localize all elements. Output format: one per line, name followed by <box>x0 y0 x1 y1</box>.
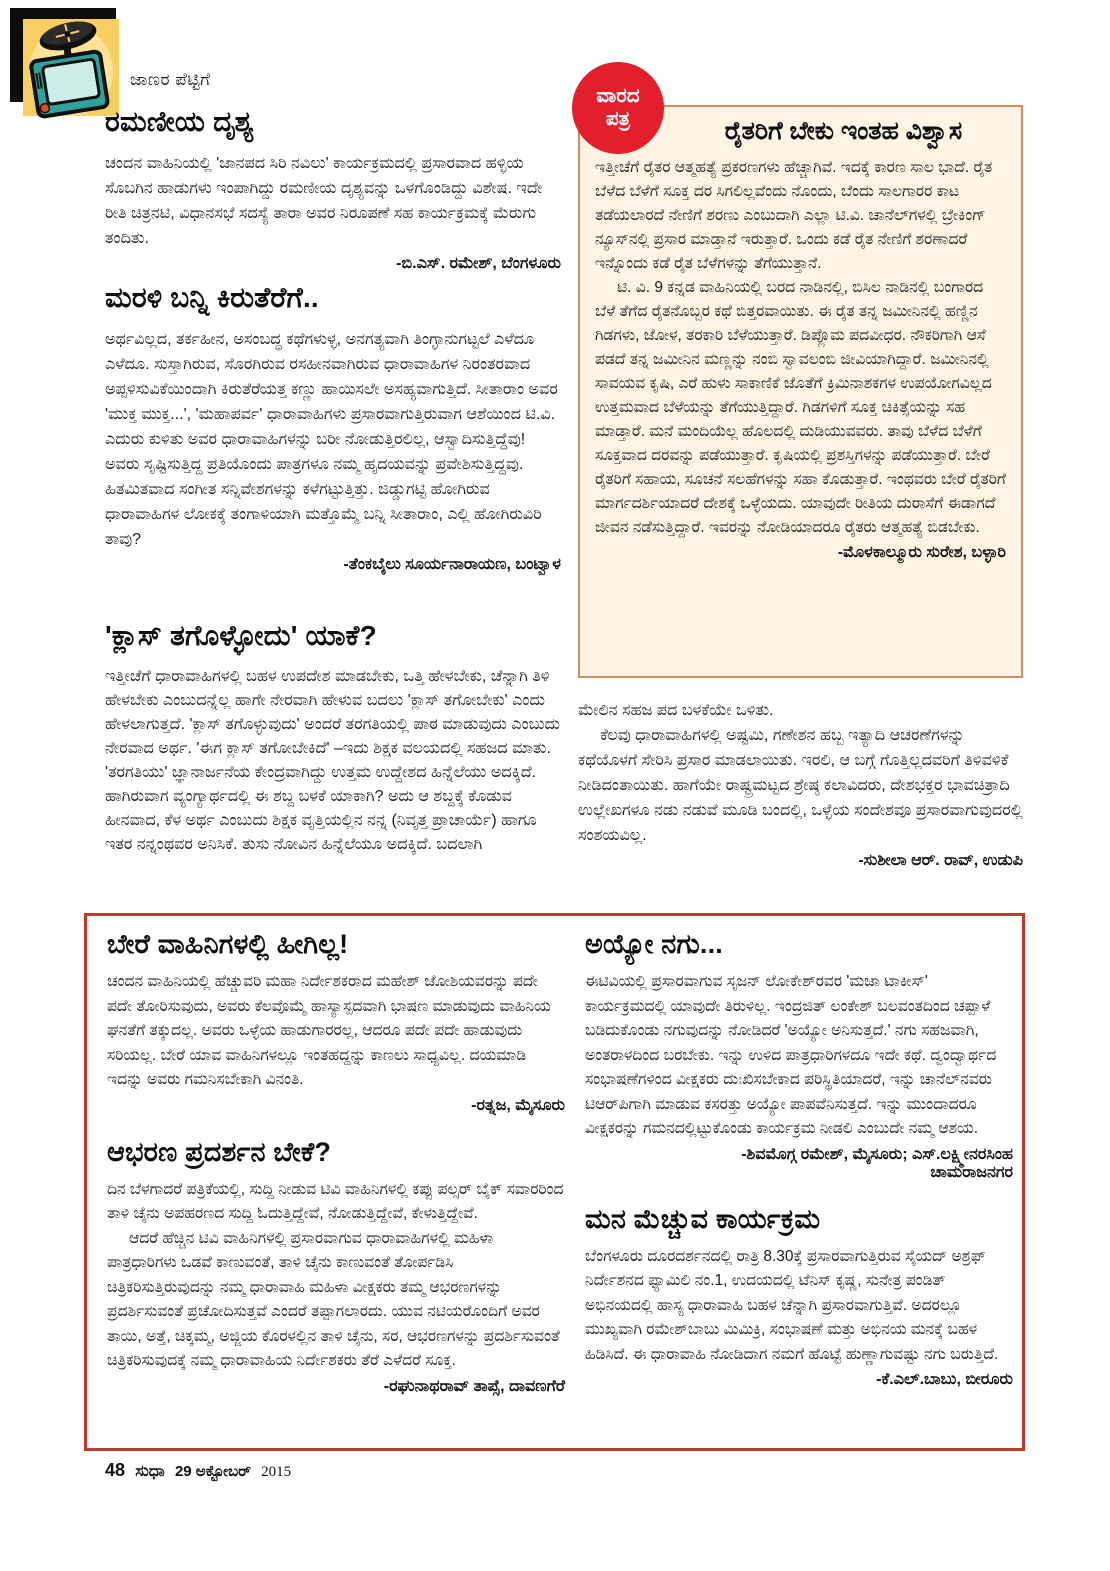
letter-class-tagollodu-continued <box>578 698 1023 870</box>
letter-body: ಇತ್ತೀಚೆಗೆ ಧಾರಾವಾಹಿಗಳಲ್ಲಿ ಬಹಳ ಉಪದೇಶ ಮಾಡಬೇಕು, ಒತ್ತಿ ಹೇಳಬೇಕು, ಚೆನ್ನಾಗಿ ತಿಳಿ ಹೇಳಬೇಕು ಎಂಬುದನ್ನೆಲ್ಲ ಹಾಗೇ ನೇರವಾಗಿ ಹೇಳುವ ಬದಲು 'ಕ್ಲಾಸ್ ತಗೋಬೇಕು' ಎಂದು ಹೇಳಲಾಗುತ್ತದೆ. 'ಕ್ಲಾಸ್ ತಗೊಳ್ಳುವುದು' ಅಂದರೆ ತರಗತಿಯಲ್ಲಿ ಪಾಠ ಮಾಡುವುದು ಎಂಬುದು ನೇರವಾದ ಅರ್ಥ. 'ಈಗ ಕ್ಲಾಸ್ ತಗೋಬೇಕಿದೆ' –ಇದು ಶಿಕ್ಷಕ ವಲಯದಲ್ಲಿ ಸಹಜದ ಮಾತು. 'ತರಗತಿಯು' ಜ್ಞಾನಾರ್ಜನೆಯ ಕೇಂದ್ರವಾಗಿದ್ದು ಉತ್ತಮ ಉದ್ದೇಶದ ಹಿನ್ನೆಲೆಯು ಅದಕ್ಕಿದೆ. ಹಾಗಿರುವಾಗ ವ್ಯಂಗ್ಯಾರ್ಥದಲ್ಲಿ ಈ ಶಬ್ದ ಬಳಕೆ ಯಾಕಾಗಿ? ಅದು ಆ ಶಬ್ದಕ್ಕೆ ಕೊಡುವ ಹೀನವಾದ, ಕೆಳ ಅರ್ಥ ಎಂಬುದು ಶಿಕ್ಷಕ ವೃತ್ತಿಯಲ್ಲಿನ ನನ್ನ (ನಿವೃತ್ತ ಪ್ರಾಚಾರ್ಯೆ) ಹಾಗೂ ಇತರ ನನ್ನಂಥವರ ಅನಿಸಿಕೆ. ತುಸು ನೋವಿನ ಹಿನ್ನೆಲೆಯೂ ಅದಕ್ಕಿದೆ. ಬದಲಾಗಿ <box>105 668 561 853</box>
letter-paragraph-2: ಕೆಲವು ಧಾರಾವಾಹಿಗಳಲ್ಲಿ ಅಷ್ಟಮಿ, ಗಣೇಶನ ಹಬ್ಬ ಇತ್ಯಾದಿ ಆಚರಣೆಗಳನ್ನು ಕಥೆಯೊಳಗೆ ಸೇರಿಸಿ ಪ್ರಸಾರ ಮಾಡಲಾಯಿತು. ಇರಲಿ, ಆ ಬಗ್ಗೆ ಗೊತ್ತಿಲ್ಲದವರಿಗೆ ತಿಳಿವಳಿಕೆ ನೀಡಿದಂತಾಯಿತು. ಹಾಗೆಯೇ ರಾಷ್ಟ್ರಮಟ್ಟದ ಶ್ರೇಷ್ಠ ಕಲಾವಿದರು, ದೇಶಭಕ್ತರ ಭಾವಚಿತ್ರಾದಿ ಉಲ್ಲೇಖಗಳೂ ನಡು ನಡುವೆ ಮೂಡಿ ಬಂದಲ್ಲಿ, ಒಳ್ಳೆಯ ಸಂದೇಶವೂ ಪ್ರಸಾರವಾಗುವುದರಲ್ಲಿ ಸಂಶಯವಿಲ್ಲ. <box>578 727 1023 844</box>
section-brand-label: ಜಾಣರ ಪೆಟ್ಟಿಗೆ <box>130 70 211 89</box>
letter-title: ರಮಣೀಯ ದೃಶ್ಯ <box>105 106 255 137</box>
letter-paragraph-2: ಆದರೆ ಹೆಚ್ಚಿನ ಟಿವಿ ವಾಹಿನಿಗಳಲ್ಲಿ ಪ್ರಸಾರವಾಗುವ ಧಾರಾವಾಹಿಗಳಲ್ಲಿ ಮಹಿಳಾ ಪಾತ್ರಧಾರಿಗಳು ಒಡವೆ ಕಾಣುವಂತೆ, ತಾಳಿ ಚೈನು ಕಾಣುವಂತೆ ತೋರ್ಪಡಿಸಿ ಚಿತ್ರಿಕರಿಸುತ್ತಿರುವುದನ್ನು ನಮ್ಮ ಧಾರಾವಾಹಿ ಮಹಿಳಾ ವೀಕ್ಷಕರು ತಮ್ಮ ಆಭರಣಗಳನ್ನು ಪ್ರದರ್ಶಿಸುವಂತೆ ಪ್ರಚೋದಿಸುತ್ತವೆ ಎಂದರೆ ತಪ್ಪಾಗಲಾರದು. ಯುವ ನಟಿಯರೊಂದಿಗೆ ಅವರ ತಾಯಿ, ಅತ್ತೆ, ಚಿಕ್ಕಮ್ಮ, ಅಜ್ಜಿಯ ಕೊರಳಲ್ಲಿನ ತಾಳಿ ಚೈನು, ಸರ, ಆಭರಣಗಳನ್ನು ಪ್ರದರ್ಶಿಸುವಂತೆ ಚಿತ್ರಿಕರಿಸುವುದಕ್ಕೆ ನಮ್ಮ ಧಾರಾವಾಹಿಯ ನಿರ್ದೇಶಕರು ತೆರೆ ಎಳೆದರೆ ಸೂಕ್ತ. <box>107 1229 560 1369</box>
letter-title: ರೈತರಿಗೆ ಬೇಕು ಇಂತಹ ವಿಶ್ವಾಸ <box>724 117 963 145</box>
page-number: 48 <box>105 1460 126 1480</box>
letters-box <box>84 913 1025 1451</box>
letter-paragraph-2: ಟಿ. ವಿ. 9 ಕನ್ನಡ ವಾಹಿನಿಯಲ್ಲಿ ಬರದ ನಾಡಿನಲ್ಲಿ, ಬಿಸಿಲ ನಾಡಿನಲ್ಲಿ ಬಂಗಾರದ ಬೆಳೆ ತೆಗೆದ ರೈತನೊಬ್ಬರ ಕಥೆ ಬಿತ್ತರವಾಯಿತು. ಈ ರೈತ ತನ್ನ ಜಮೀನಿನಲ್ಲಿ ಹಣ್ಣಿನ ಗಿಡಗಳು, ಜೋಳ, ತರಕಾರಿ ಬೆಳೆಯುತ್ತಾರೆ. ಡಿಪ್ಲೊಮ ಪದವೀಧರ. ನೌಕರಿಗಾಗಿ ಆಸೆ ಪಡದೆ ತನ್ನ ಜಮೀನಿನ ಮಣ್ಣನ್ನು ನಂಬಿ ಸ್ವಾವಲಂಬಿ ಜೀವಿಯಾಗಿದ್ದಾರೆ. ಜಮೀನಿನಲ್ಲಿ ಸಾವಯವ ಕೃಷಿ, ಎರೆ ಹುಳು ಸಾಕಾಣಿಕೆ ಜೊತೆಗೆ ಕ್ರಿಮಿನಾಶಕಗಳ ಉಪಯೋಗವಿಲ್ಲದ ಉತ್ತಮವಾದ ಬೆಳೆಯನ್ನು ತೆಗೆಯುತ್ತಿದ್ದಾರೆ. ಗಿಡಗಳಿಗೆ ಸೂಕ್ತ ಚಿಕಿತ್ಸೆಯನ್ನು ಸಹ ಮಾಡ್ತಾರೆ. ಮನೆ ಮಂದಿಯೆಲ್ಲ ಹೊಲದಲ್ಲಿ ದುಡಿಯುವವರು. ತಾವು ಬೆಳೆದ ಬೆಳೆಗೆ ಸೂಕ್ತವಾದ ದರವನ್ನು ಪಡೆಯುತ್ತಾರೆ. ಕೃಷಿಯಲ್ಲಿ ಪ್ರಶಸ್ತಿಗಳನ್ನು ಪಡೆಯುತ್ತಾರೆ. ಬೇರೆ ರೈತರಿಗೆ ಸಹಾಯ, ಸೂಚನೆ ಸಲಹೆಗಳನ್ನು ಸಹಾ ಕೊಡುತ್ತಾರೆ. ಇಂಥವರು ಬೇರೆ ರೈತರಿಗೆ ಮಾರ್ಗದರ್ಶಿಯಾದರೆ ದೇಶಕ್ಕೆ ಒಳ್ಳೆಯದು. ಯಾವುದೇ ರೀತಿಯ ದುರಾಸೆಗೆ ಈಡಾಗದೆ ಜೀವನ ನಡೆಸುತ್ತಿದ್ದಾರೆ. ಇವರನ್ನು ನೋಡಿಯಾದರೂ ರೈತರು ಆತ್ಮಹತ್ಯೆ ಬಿಡಬೇಕು. <box>595 279 1006 536</box>
issue-year: 2015 <box>261 1464 292 1480</box>
letter-body: ಚಂದನ ವಾಹಿನಿಯಲ್ಲಿ ಹೆಚ್ಚುವರಿ ಮಹಾ ನಿರ್ದೇಶಕರಾದ ಮಹೇಶ್ ಜೋಶಿಯವರನ್ನು ಪದೇ ಪದೇ ತೋರಿಸುವುದು, ಅವರು ಕೆಲವೊಮ್ಮೆ ಹಾಸ್ಯಾಸ್ಪದವಾಗಿ ಭಾಷಣ ಮಾಡುವುದು ವಾಹಿನಿಯ ಘನತೆಗೆ ತಕ್ಕುದಲ್ಲ. ಅವರು ಒಳ್ಳೆಯ ಹಾಡುಗಾರರಲ್ಲ, ಆದರೂ ಪದೇ ಪದೇ ಹಾಡುವುದು ಸರಿಯಲ್ಲ. ಬೇರೆ ಯಾವ ವಾಹಿನಿಗಳಲ್ಲೂ ಇಂತಹದ್ದನ್ನು ಕಾಣಲು ಸಾಧ್ಯವಿಲ್ಲ. ದಯಮಾಡಿ ಇದನ್ನು ಅವರು ಗಮನಿಸಬೇಕಾಗಿ ವಿನಂತಿ. <box>107 973 551 1088</box>
letter-paragraph-1: ಮೇಲಿನ ಸಹಜ ಪದ ಬಳಕೆಯೇ ಒಳಿತು. <box>578 702 774 719</box>
letter-signature: -ಸುಶೀಲಾ ಆರ್. ರಾವ್, ಉಡುಪಿ <box>858 852 1023 869</box>
letters-box-right-column <box>585 929 1013 1389</box>
letter-signature: -ರಘುನಾಥರಾವ್ ತಾಪ್ಸೆ, ದಾವಣಗೆರೆ <box>383 1377 565 1395</box>
page-footer <box>105 1460 605 1481</box>
letter-paragraph-1: ಇತ್ತೀಚೆಗೆ ರೈತರ ಆತ್ಮಹತ್ಯೆ ಪ್ರಕರಣಗಳು ಹೆಚ್ಚಾಗಿವೆ. ಇದಕ್ಕೆ ಕಾರಣ ಸಾಲ ಭಾದೆ. ರೈತ ಬೆಳೆದ ಬೆಳೆಗೆ ಸೂಕ್ತ ದರ ಸಿಗಲಿಲ್ಲವೆಂದು ನೊಂದು, ಬೆಂದು ಸಾಲಗಾರರ ಕಾಟ ತಡೆಯಲಾರದೆ ನೇಣಿಗೆ ಶರಣು ಎಂಬುದಾಗಿ ಎಲ್ಲಾ ಟಿ.ವಿ. ಚಾನೆಲ್‌ಗಳಲ್ಲಿ ಬ್ರೇಕಿಂಗ್ ನ್ಯೂಸ್‌ನಲ್ಲಿ ಪ್ರಸಾರ ಮಾಡ್ತಾನೆ ಇರುತ್ತಾರೆ. ಒಂದು ಕಡೆ ರೈತ ನೇಣಿಗೆ ಶರಣಾದರೆ ಇನ್ನೊಂದು ಕಡೆ ರೈತ ಬೆಳೆಗಳನ್ನು ತೆಗೆಯುತ್ತಾನೆ. <box>595 159 993 272</box>
letter-body: ಅರ್ಥವಿಲ್ಲದ, ತರ್ಕಹೀನ, ಅಸಂಬದ್ಧ ಕಥೆಗಳುಳ್ಳ, ಅನಗತ್ಯವಾಗಿ ತಿಂಗ್ಳಾನುಗಟ್ಟಲೆ ಎಳೆದೂ ಎಳೆದೂ. ಸುಸ್ತಾಗಿರುವ, ಸೊರಗಿರುವ ರಸಹೀನವಾಗಿರುವ ಧಾರಾವಾಹಿಗಳ ನಿರಂತರವಾದ ಅಪ್ಪಳಿಸುವಿಕೆಯಿಂದಾಗಿ ಕಿರುತೆರೆಯತ್ತ ಕಣ್ಣು ಹಾಯಿಸಲೇ ಅಸಹ್ಯವಾಗುತ್ತಿದೆ. ಸೀತಾರಾಂ ಅವರ 'ಮುಕ್ತ ಮುಕ್ತ...', 'ಮಹಾಪರ್ವ' ಧಾರಾವಾಹಿಗಳು ಪ್ರಸಾರವಾಗುತ್ತಿರುವಾಗ ಆಶೆಯಿಂದ ಟಿ.ವಿ. ಎದುರು ಕುಳಿತು ಅವರ ಧಾರಾವಾಹಿಗಳನ್ನು ಬರೀ ನೋಡುತ್ತಿರಲಿಲ್ಲ, ಆಸ್ವಾದಿಸುತ್ತಿದ್ದೆವು! ಅವರು ಸೃಷ್ಟಿಸುತ್ತಿದ್ದ ಪ್ರತಿಯೊಂದು ಪಾತ್ರಗಳೂ ನಮ್ಮ ಹೃದಯವನ್ನು ಪ್ರವೇಶಿಸುತ್ತಿದ್ದವು. ಹಿತಮಿತವಾದ ಸಂಗೀತ ಸನ್ನಿವೇಶಗಳನ್ನು ಕಳೆಗಟ್ಟುತ್ತಿತ್ತು. ಜಿಡ್ಡುಗಟ್ಟಿ ಹೋಗಿರುವ ಧಾರಾವಾಹಿಗಳ ಲೋಕಕ್ಕೆ ತಂಗಾಳಿಯಾಗಿ ಮತ್ತೊಮ್ಮೆ ಬನ್ನಿ ಸೀತಾರಾಂ, ಎಲ್ಲಿ ಹೋಗಿರುವಿರಿ ತಾವು? <box>105 331 558 548</box>
letters-box-left-column <box>107 929 565 1396</box>
letter-signature: -ಮೊಳಕಾಲ್ಮೂರು ಸುರೇಶ, ಬಳ್ಳಾರಿ <box>837 544 1006 561</box>
letter-title: ಅಯ್ಯೋ ನಗು... <box>585 929 724 959</box>
magazine-name: ಸುಧಾ <box>135 1463 165 1480</box>
letter-ayyo-nagu <box>585 929 1013 1182</box>
letter-title: ಮನ ಮೆಚ್ಚುವ ಕಾರ್ಯಕ್ರಮ <box>585 1203 821 1234</box>
issue-date: 29 ಅಕ್ಟೋಬರ್ <box>174 1463 251 1480</box>
letter-paragraph-1: ದಿನ ಬೆಳಗಾದರೆ ಪತ್ರಿಕೆಯಲ್ಲಿ, ಸುದ್ದಿ ನೀಡುವ ಟಿವಿ ವಾಹಿನಿಗಳಲ್ಲಿ ಕಪ್ಪು ಪಲ್ಸರ್ ಬೈಕ್ ಸವಾರರಿಂದ ತಾಳಿ ಚೈನು ಅಪಹರಣದ ಸುದ್ದಿ ಓದುತ್ತಿದ್ದೇವೆ, ನೋಡುತ್ತಿದ್ದೇವೆ, ಕೇಳುತ್ತಿದ್ದೇವೆ. <box>107 1180 564 1222</box>
letter-class-tagollodu <box>105 620 561 857</box>
letter-abharana-pradarshana <box>107 1137 565 1396</box>
letter-signature-line1: -ಶಿವಮೊಗ್ಗ ರಮೇಶ್, ಮೈಸೂರು; ಎಸ್.ಲಕ್ಷ್ಮೀನರಸಿಂಹ <box>741 1145 1013 1163</box>
letter-signature: -ಕೆ.ಎಲ್.ಬಾಬು, ಬೀರೂರು <box>876 1371 1013 1388</box>
letter-signature: -ರತ್ನಜ, ಮೈಸೂರು <box>471 1096 565 1114</box>
letter-title: ಬೇರೆ ವಾಹಿನಿಗಳಲ್ಲಿ ಹೀಗಿಲ್ಲ! <box>107 929 349 959</box>
letter-body: ಬೆಂಗಳೂರು ದೂರದರ್ಶನದಲ್ಲಿ ರಾತ್ರಿ 8.30ಕ್ಕೆ ಪ್ರಸಾರವಾಗುತ್ತಿರುವ ಸೈಯದ್ ಅಶ್ರಫ್ ನಿರ್ದೇಶನದ ಫ್ಯಾಮಿಲಿ ನಂ.1, ಉದಯದಲ್ಲಿ ಟೆನಿಸ್ ಕೃಷ್ಣ, ಸುನೇತ್ರ ಪಂಡಿತ್ ಅಭಿನಯದಲ್ಲಿ ಹಾಸ್ಯ ಧಾರಾವಾಹಿ ಬಹಳ ಚೆನ್ನಾಗಿ ಪ್ರಸಾರವಾಗುತ್ತಿವೆ. ಅದರಲ್ಲೂ ಮುಖ್ಯವಾಗಿ ರಮೇಶ್‌ಬಾಬು ಮಿಮಿಕ್ರಿ, ಸಂಭಾಷಣೆ ಮತ್ತು ಅಭಿನಯ ಮನಕ್ಕೆ ಬಹಳ ಹಿಡಿಸಿದೆ. ಈ ಧಾರಾವಾಹಿ ನೋಡಿದಾಗ ನಮಗೆ ಹೊಟ್ಟೆ ಹುಣ್ಣಾಗುವಷ್ಟು ನಗು ಬರುತ್ತಿದೆ. <box>585 1247 999 1363</box>
letter-signature-line2: ಚಾಮರಾಜನಗರ <box>930 1163 1013 1181</box>
letter-body: ಚಂದನ ವಾಹಿನಿಯಲ್ಲಿ 'ಜಾನಪದ ಸಿರಿ ನವಿಲು' ಕಾರ್ಯಕ್ರಮದಲ್ಲಿ ಪ್ರಸಾರವಾದ ಹಳ್ಳಿಯ ಸೊಬಗಿನ ಹಾಡುಗಳು ಇಂಪಾಗಿದ್ದು ರಮಣೀಯ ದೃಶ್ಯವನ್ನು ಒಳಗೊಂಡಿದ್ದು ವಿಶೇಷ. ಇದೇ ರೀತಿ ಚಿತ್ರನಟಿ, ವಿಧಾನಸಭೆ ಸದಸ್ಯೆ ತಾರಾ ಅವರ ನಿರೂಪಣೆ ಸಹ ಕಾರ್ಯಕ್ರಮಕ್ಕೆ ಮೆರುಗು ತಂದಿತು. <box>105 155 543 247</box>
badge-line2: ಪತ್ರ <box>605 108 631 130</box>
letter-of-week-badge <box>572 62 664 154</box>
letter-signature: -ಬಿ.ಎಸ್. ರಮೇಶ್, ಬೆಂಗಳೂರು <box>396 255 561 272</box>
letter-ramaniya-drushya <box>105 106 561 273</box>
letter-bere-vahinigalalli <box>107 929 565 1115</box>
letter-signature: -ತೆಂಕಬೈಲು ಸೂರ್ಯನಾರಾಯಣ, ಬಂಟ್ವಾಳ <box>343 556 561 573</box>
letter-title: 'ಕ್ಲಾಸ್ ತಗೊಳ್ಳೋದು' ಯಾಕೆ? <box>105 620 377 651</box>
letter-body: ಈಟಿವಿಯಲ್ಲಿ ಪ್ರಸಾರವಾಗುವ ಸೃಜನ್ ಲೋಕೇಶ್‌ರವರ 'ಮಜಾ ಟಾಕೀಸ್' ಕಾರ್ಯಕ್ರಮದಲ್ಲಿ ಯಾವುದೇ ತಿರುಳಿಲ್ಲ. ಇಂದ್ರಜಿತ್ ಲಂಕೇಶ್ ಬಲವಂತದಿಂದ ಚಪ್ಪಾಳೆ ಬಡಿದುಕೊಂಡು ನಗುವುದನ್ನು ನೋಡಿದರೆ 'ಅಯ್ಯೋ ಅನಿಸುತ್ತದೆ.' ನಗು ಸಹಜವಾಗಿ, ಅಂತರಾಳದಿಂದ ಬರಬೇಕು. ಇನ್ನು ಉಳಿದ ಪಾತ್ರಧಾರಿಗಳದೂ ಇದೇ ಕಥೆ. ದ್ವಂದ್ವಾರ್ಥದ ಸಂಭಾಷಣೆಗಳಿಂದ ವೀಕ್ಷಕರು ದುಃಖಿಸಬೇಕಾದ ಪರಿಸ್ಥಿತಿಯಾದರೆ, ಇನ್ನು ಚಾನೆಲ್‌ನವರು ಟಿಆರ್‌ಪಿಗಾಗಿ ಮಾಡುವ ಕಸರತ್ತು ಅಯ್ಯೋ ಪಾಪವೆನಿಸುತ್ತದೆ. ಇನ್ನು ಮುಂದಾದರೂ ವೀಕ್ಷಕರನ್ನು ಗಮನದಲ್ಲಿಟ್ಟುಕೊಂಡು ಕಾರ್ಯಕ್ರಮ ನೀಡಲಿ ಎಂಬುದೇ ನಮ್ಮ ಆಶಯ. <box>585 973 997 1137</box>
letter-of-week-box <box>578 105 1023 678</box>
letter-title: ಆಭರಣ ಪ್ರದರ್ಶನ ಬೇಕೆ? <box>107 1136 332 1167</box>
letter-title: ಮರಳಿ ಬನ್ನಿ ಕಿರುತೆರೆಗೆ.. <box>105 282 319 313</box>
letter-mana-mechchuva <box>585 1204 1013 1390</box>
badge-line1: ವಾರದ <box>596 85 640 107</box>
letter-marali-banni <box>105 282 561 574</box>
